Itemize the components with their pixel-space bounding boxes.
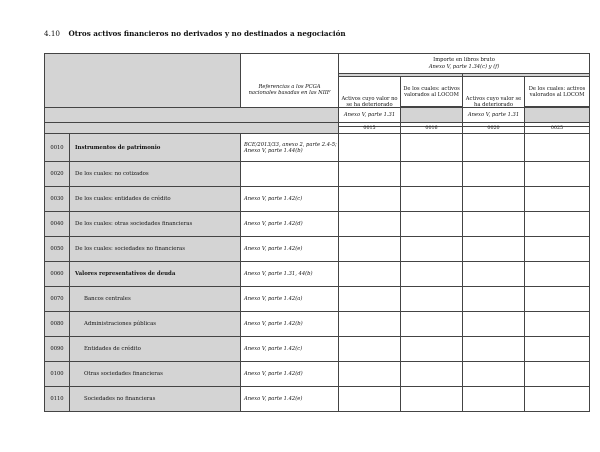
table-row — [45, 162, 590, 187]
cell-0090-0020[interactable] — [463, 337, 525, 362]
cell-0110-0020[interactable] — [463, 387, 525, 412]
row-reference: Anexo V, parte 1.42(d) — [241, 362, 339, 387]
row-reference: Anexo V, parte 1.42(c) — [241, 187, 339, 212]
cell-0030-0016[interactable] — [401, 187, 463, 212]
cell-0010-0025[interactable] — [525, 134, 590, 162]
cell-0060-0020[interactable] — [463, 262, 525, 287]
group-reference: Anexo V, parte 1.34(c) y (f) — [428, 63, 500, 70]
row-label: Instrumentos de patrimonio — [70, 134, 241, 162]
cell-0110-0016[interactable] — [401, 387, 463, 412]
cell-0020-0016[interactable] — [401, 162, 463, 187]
table-row — [45, 312, 590, 337]
row-label: De los cuales: no cotizados — [70, 162, 241, 187]
cell-0040-0025[interactable] — [525, 212, 590, 237]
column-ref-0015: Anexo V, parte 1.31 — [339, 108, 401, 123]
cell-0070-0016[interactable] — [401, 287, 463, 312]
row-reference: Anexo V, parte 1.42(d) — [241, 212, 339, 237]
cell-0050-0020[interactable] — [463, 237, 525, 262]
row-code: 0110 — [45, 387, 70, 412]
cell-0090-0016[interactable] — [401, 337, 463, 362]
cell-0070-0025[interactable] — [525, 287, 590, 312]
section-title: Otros activos financieros no derivados y no destinados a negociación — [68, 29, 346, 38]
row-reference: BCE/2013/33, anexo 2, parte 2.4-5; Anexo V, parte 1.44(b) — [241, 134, 339, 162]
table-row — [45, 337, 590, 362]
row-reference: Anexo V, parte 1.42(a) — [241, 287, 339, 312]
row-reference: Anexo V, parte 1.42(e) — [241, 237, 339, 262]
cell-0060-0015[interactable] — [339, 262, 401, 287]
table-row — [45, 134, 590, 162]
row-code: 0010 — [45, 134, 70, 162]
refs-row-gap-0016 — [401, 108, 463, 123]
table-row — [45, 287, 590, 312]
row-label: Bancos centrales — [70, 287, 241, 312]
cell-0030-0025[interactable] — [525, 187, 590, 212]
table-row — [45, 212, 590, 237]
row-reference: Anexo V, parte 1.42(c) — [241, 337, 339, 362]
cell-0110-0015[interactable] — [339, 387, 401, 412]
group-title: Importe en libros bruto — [433, 57, 495, 63]
cell-0090-0025[interactable] — [525, 337, 590, 362]
cell-0020-0025[interactable] — [525, 162, 590, 187]
cell-0010-0015[interactable] — [339, 134, 401, 162]
row-code: 0040 — [45, 212, 70, 237]
cell-0020-0015[interactable] — [339, 162, 401, 187]
cell-0030-0015[interactable] — [339, 187, 401, 212]
row-code: 0050 — [45, 237, 70, 262]
column-header-0016: De los cuales: activos valorados al LOCOM — [401, 77, 463, 107]
column-header-0025: De los cuales: activos valorados al LOCOM — [525, 77, 590, 107]
row-reference: Anexo V, parte 1.42(b) — [241, 312, 339, 337]
column-ref-0020: Anexo V, parte 1.31 — [463, 108, 525, 123]
cell-0050-0015[interactable] — [339, 237, 401, 262]
cell-0100-0016[interactable] — [401, 362, 463, 387]
section-number: 4.10 — [44, 29, 61, 38]
cell-0040-0020[interactable] — [463, 212, 525, 237]
cell-0040-0015[interactable] — [339, 212, 401, 237]
table-row — [45, 262, 590, 287]
cell-0080-0015[interactable] — [339, 312, 401, 337]
cell-0030-0020[interactable] — [463, 187, 525, 212]
column-code-0020: 0020 — [463, 123, 525, 134]
row-code: 0060 — [45, 262, 70, 287]
cell-0100-0015[interactable] — [339, 362, 401, 387]
cell-0040-0016[interactable] — [401, 212, 463, 237]
cell-0110-0025[interactable] — [525, 387, 590, 412]
cell-0100-0020[interactable] — [463, 362, 525, 387]
row-code: 0030 — [45, 187, 70, 212]
cell-0060-0016[interactable] — [401, 262, 463, 287]
cell-0010-0020[interactable] — [463, 134, 525, 162]
cell-0100-0025[interactable] — [525, 362, 590, 387]
cell-0080-0016[interactable] — [401, 312, 463, 337]
row-label: De los cuales: entidades de crédito — [70, 187, 241, 212]
cell-0070-0020[interactable] — [463, 287, 525, 312]
financial-assets-table-body — [44, 107, 590, 412]
group-header — [339, 54, 590, 74]
row-reference: Anexo V, parte 1.42(e) — [241, 387, 339, 412]
column-code-0025: 0025 — [525, 123, 590, 134]
refs-row-spacer — [45, 108, 339, 123]
row-code: 0020 — [45, 162, 70, 187]
cell-0080-0025[interactable] — [525, 312, 590, 337]
column-code-0016: 0016 — [401, 123, 463, 134]
cell-0090-0015[interactable] — [339, 337, 401, 362]
cell-0050-0016[interactable] — [401, 237, 463, 262]
codes-row-spacer — [45, 123, 339, 134]
refs-row-gap-0025 — [525, 108, 590, 123]
row-label: Otras sociedades financieras — [70, 362, 241, 387]
cell-0010-0016[interactable] — [401, 134, 463, 162]
table-row — [45, 237, 590, 262]
cell-0020-0020[interactable] — [463, 162, 525, 187]
cell-0050-0025[interactable] — [525, 237, 590, 262]
column-header-0015: Activos cuyo valor no se ha deteriorado — [339, 77, 401, 127]
row-reference: Anexo V, parte 1.31, 44(b) — [241, 262, 339, 287]
column-code-0015: 0015 — [339, 123, 401, 134]
row-code: 0100 — [45, 362, 70, 387]
row-label: Administraciones públicas — [70, 312, 241, 337]
table-row — [45, 387, 590, 412]
cell-0070-0015[interactable] — [339, 287, 401, 312]
row-label: De los cuales: otras sociedades financieras — [70, 212, 241, 237]
row-code: 0090 — [45, 337, 70, 362]
table-row — [45, 187, 590, 212]
row-code: 0080 — [45, 312, 70, 337]
row-label: Sociedades no financieras — [70, 387, 241, 412]
cell-0080-0020[interactable] — [463, 312, 525, 337]
references-header: Referencias a los PCGA nacionales basadas en las NIIF — [241, 54, 339, 127]
row-code: 0070 — [45, 287, 70, 312]
row-reference — [241, 162, 339, 187]
row-label: Entidades de crédito — [70, 337, 241, 362]
row-label: Valores representativos de deuda — [70, 262, 241, 287]
cell-0060-0025[interactable] — [525, 262, 590, 287]
table-row — [45, 362, 590, 387]
column-header-0020: Activos cuyo valor se ha deteriorado — [463, 77, 525, 127]
section-heading — [44, 29, 346, 38]
row-label: De los cuales: sociedades no financieras — [70, 237, 241, 262]
